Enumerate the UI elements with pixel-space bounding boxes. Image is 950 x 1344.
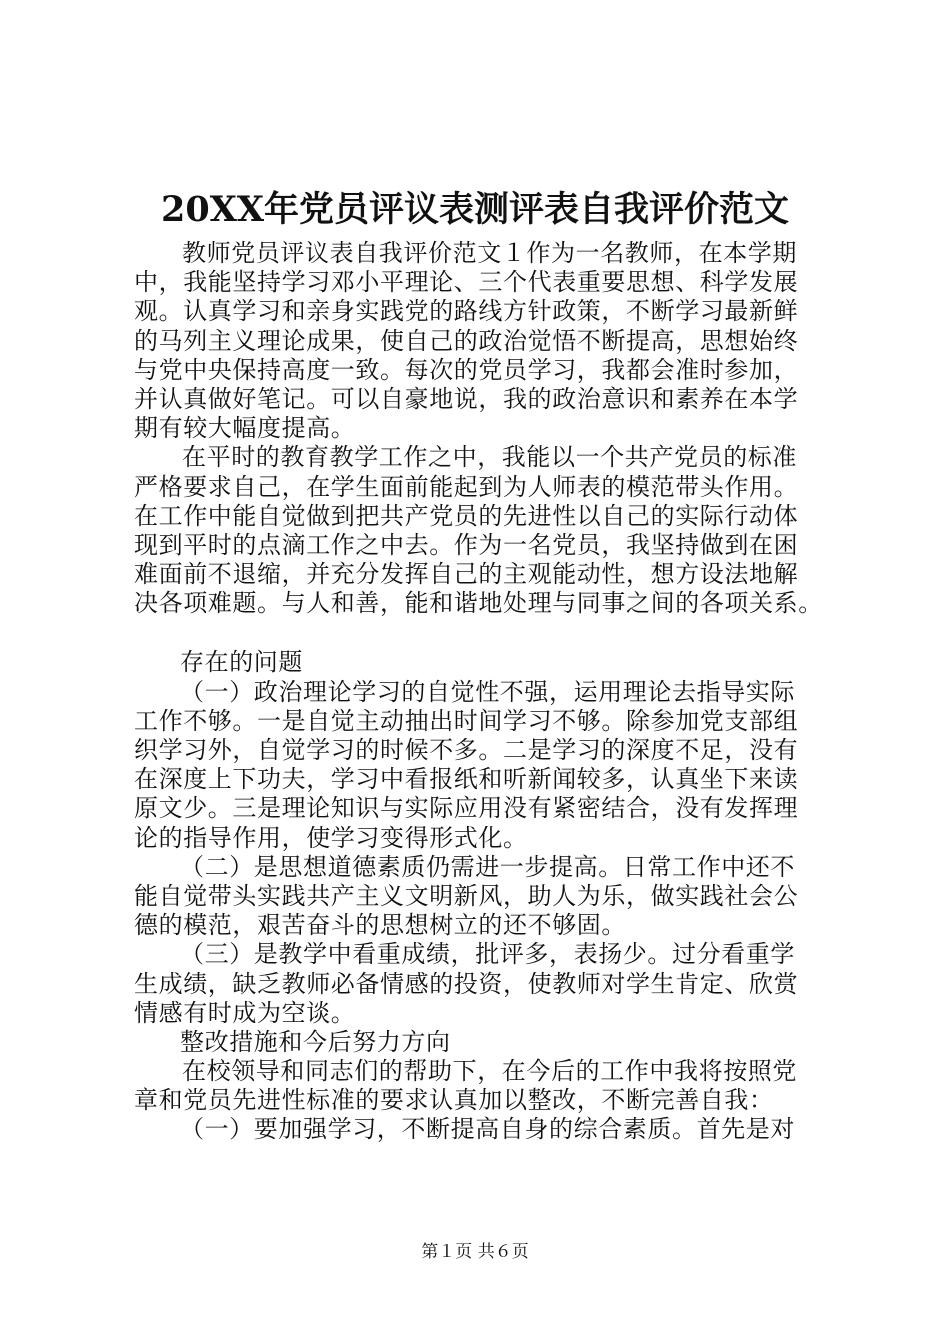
body-line: （三）是教学中看重成绩，批评多，表扬少。过分看重学 xyxy=(180,940,795,969)
section-heading: 整改措施和今后努力方向 xyxy=(180,1027,451,1056)
body-line: 能自觉带头实践共产主义文明新风，助人为乐，做实践社会公 xyxy=(134,881,799,910)
body-line: 在校领导和同志们的帮助下，在今后的工作中我将按照党 xyxy=(182,1057,797,1086)
document-body xyxy=(134,239,834,1145)
body-line: 与党中央保持高度一致。每次的党员学习，我都会准时参加， xyxy=(134,355,799,384)
body-line: 德的模范，艰苦奋斗的思想树立的还不够固。 xyxy=(134,911,626,940)
body-line: 难面前不退缩，并充分发挥自己的主观能动性，想方设法地解 xyxy=(134,560,799,589)
body-line: 情感有时成为空谈。 xyxy=(134,998,356,1027)
body-line: （一）要加强学习，不断提高自身的综合素质。首先是对 xyxy=(180,1115,795,1144)
body-line: 期有较大幅度提高。 xyxy=(134,414,356,443)
document-title: 20XX年党员评议表测评表自我评价范文 xyxy=(160,189,790,230)
body-line: 的马列主义理论成果，使自己的政治觉悟不断提高，思想始终 xyxy=(134,326,799,355)
body-line: 观。认真学习和亲身实践党的路线方针政策，不断学习最新鲜 xyxy=(134,297,799,326)
body-line: （二）是思想道德素质仍需进一步提高。日常工作中还不 xyxy=(180,852,795,881)
body-line: 织学习外，自觉学习的时候不多。二是学习的深度不足，没有 xyxy=(134,736,799,764)
body-line: 严格要求自己，在学生面前能起到为人师表的模范带头作用。 xyxy=(134,472,799,501)
body-line: 决各项难题。与人和善，能和谐地处理与同事之间的各项关系。 xyxy=(134,589,823,618)
body-line: 在工作中能自觉做到把共产党员的先进性以自己的实际行动体 xyxy=(134,501,799,530)
section-heading: 存在的问题 xyxy=(180,648,303,677)
body-line: 在平时的教育教学工作之中，我能以一个共产党员的标准 xyxy=(182,443,797,472)
body-line: 教师党员评议表自我评价范文１作为一名教师，在本学期 xyxy=(182,239,797,267)
body-line: 现到平时的点滴工作之中去。作为一名党员，我坚持做到在困 xyxy=(134,530,799,559)
body-line: 论的指导作用，使学习变得形式化。 xyxy=(134,823,528,852)
body-line: 原文少。三是理论知识与实际应用没有紧密结合，没有发挥理 xyxy=(134,794,799,823)
body-line: 中，我能坚持学习邓小平理论、三个代表重要思想、科学发展 xyxy=(134,268,799,297)
body-line: （一）政治理论学习的自觉性不强，运用理论去指导实际 xyxy=(180,677,795,706)
paragraph-spacer xyxy=(134,618,834,648)
body-line: 在深度上下功夫，学习中看报纸和听新闻较多，认真坐下来读 xyxy=(134,765,799,794)
body-line: 工作不够。一是自觉主动抽出时间学习不够。除参加党支部组 xyxy=(134,706,799,735)
body-line: 生成绩，缺乏教师必备情感的投资，使教师对学生肯定、欣赏 xyxy=(134,969,799,998)
body-line: 章和党员先进性标准的要求认真加以整改，不断完善自我： xyxy=(134,1086,774,1115)
page-indicator: 第１页 共６页 xyxy=(421,1242,529,1262)
body-line: 并认真做好笔记。可以自豪地说，我的政治意识和素养在本学 xyxy=(134,384,799,413)
